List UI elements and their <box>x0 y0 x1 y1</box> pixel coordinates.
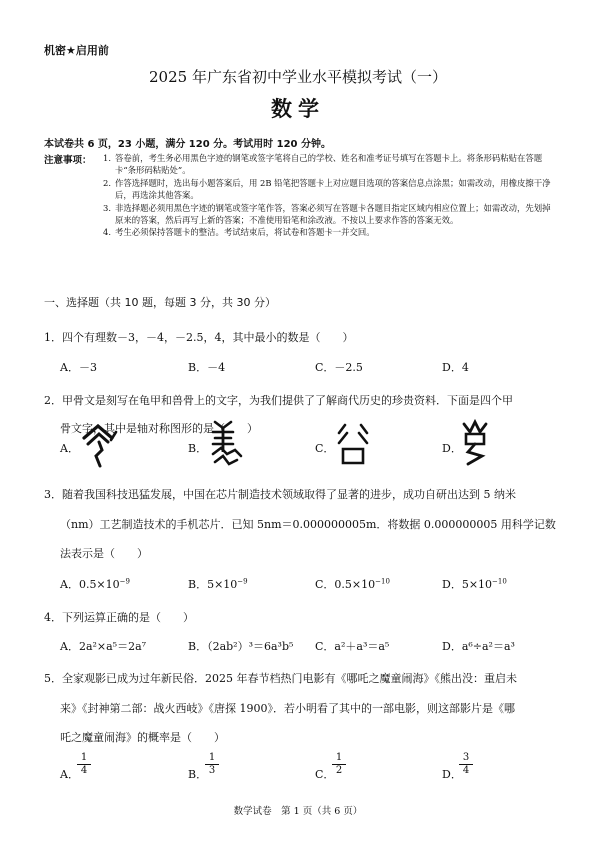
numerator: 1 <box>332 752 346 765</box>
q5-option-a-fraction <box>77 752 91 777</box>
page-footer: 数学试卷 第 1 页（共 6 页） <box>233 806 363 817</box>
numerator: 1 <box>205 752 219 765</box>
q3-option-d-base: D．5×10 <box>442 578 493 591</box>
q3-option-c-exponent: −10 <box>375 577 390 586</box>
notice-number: 1. <box>103 153 111 163</box>
question-2-line-2: 骨文字，其中是轴对称图形的是（ ） <box>60 422 258 435</box>
q1-option-b: B．－4 <box>188 361 226 374</box>
q3-option-b-exponent: −9 <box>237 577 248 586</box>
q5-option-b-fraction <box>205 752 219 777</box>
notice-number: 4. <box>103 227 111 238</box>
q3-option-b <box>188 576 248 592</box>
q3-option-a-exponent: −9 <box>119 577 130 586</box>
subject-title: 数学 <box>271 97 325 121</box>
q1-option-c: C．－2.5 <box>315 361 363 374</box>
oracle-glyph-b-icon <box>205 418 245 470</box>
question-5-line-2: 来》《封神第二部：战火西岐》《唐探 1900》．若小明看了其中的一部电影，则这部影片是《哪 <box>60 702 515 715</box>
question-1-stem: 1．四个有理数－3，－4，－2.5，4，其中最小的数是（ ） <box>44 331 354 344</box>
oracle-glyph-c-icon <box>333 421 373 467</box>
q2-option-b: B． <box>188 442 208 455</box>
denominator: 4 <box>462 765 470 776</box>
q2-option-a: A． <box>60 442 79 455</box>
q3-option-a-base: A．0.5×10 <box>60 578 120 591</box>
question-4-stem: 4．下列运算正确的是（ ） <box>44 611 194 624</box>
notice-item <box>103 202 553 227</box>
section-heading: 一、选择题（共 10 题，每题 3 分，共 30 分） <box>44 296 276 309</box>
oracle-glyph-a-icon <box>78 420 122 470</box>
notice-item <box>103 177 553 202</box>
question-5-line-3: 吒之魔童闹海》的概率是（ ） <box>60 731 225 744</box>
q5-option-c: C． <box>315 768 335 781</box>
question-3-line-3: 法表示是（ ） <box>60 547 148 560</box>
notice-item <box>103 152 553 177</box>
notice-text: 答卷前，考生务必用黑色字迹的钢笔或签字笔将自己的学校、姓名和准考证号填写在答题卡上。将条形码粘贴在答题卡“条形码粘贴处”。 <box>115 153 543 176</box>
q2-option-d: D． <box>442 442 462 455</box>
q2-option-c: C． <box>315 442 335 455</box>
q3-option-c <box>315 576 390 592</box>
notice-list <box>103 152 553 239</box>
numerator: 1 <box>77 752 91 765</box>
q3-option-d <box>442 576 507 592</box>
notice-item <box>103 226 553 238</box>
notice-text: 考生必须保持答题卡的整洁。考试结束后，将试卷和答题卡一并交回。 <box>115 227 375 238</box>
numerator: 3 <box>459 752 473 765</box>
q1-option-d: D．4 <box>442 361 469 374</box>
oracle-glyph-d-icon <box>458 418 492 470</box>
q5-option-d-fraction <box>459 752 473 777</box>
exam-title: 2025 年广东省初中学业水平模拟考试（一） <box>149 68 447 86</box>
q3-option-b-base: B．5×10 <box>188 578 238 591</box>
notice-text: 作答选择题时，选出每小题答案后，用 2B 铅笔把答题卡上对应题目选项的答案信息点涂黑；如需改动，用橡皮擦干净后，再选涂其他答案。 <box>115 177 551 201</box>
q5-option-b: B． <box>188 768 208 781</box>
q3-option-c-base: C．0.5×10 <box>315 578 376 591</box>
q5-option-c-fraction <box>332 752 346 777</box>
notice-number: 3. <box>103 202 111 213</box>
question-3-line-1: 3．随着我国科技迅猛发展，中国在芯片制造技术领域取得了显著的进步，成功自研出达到 5 纳米 <box>44 488 516 501</box>
notice-label: 注意事项： <box>44 155 92 166</box>
denominator: 4 <box>80 765 88 776</box>
notice-text: 非选择题必须用黑色字迹的钢笔或签字笔作答，答案必须写在答题卡各题目指定区域内相应位置上；如需改动，先划掉原来的答案，然后再写上新的答案；不准使用铅笔和涂改液。不按以上要求作答的答案无效。 <box>115 202 551 226</box>
confidential-mark: 机密★启用前 <box>44 44 109 57</box>
denominator: 3 <box>208 765 216 776</box>
question-5-line-1: 5．全家观影已成为过年新民俗．2025 年春节档热门电影有《哪吒之魔童闹海》《熊出没：重启未 <box>44 672 517 685</box>
denominator: 2 <box>335 765 343 776</box>
q4-option-b: B．（2ab²）³＝6a³b⁵ <box>188 640 294 653</box>
q3-option-a <box>60 576 130 592</box>
q5-option-a: A． <box>60 768 79 781</box>
q4-option-d: D．a⁶÷a²＝a³ <box>442 640 515 653</box>
q4-option-a: A．2a²×a⁵＝2a⁷ <box>60 640 147 653</box>
q4-option-c: C．a²＋a³＝a⁵ <box>315 640 390 653</box>
exam-info: 本试卷共 6 页，23 小题，满分 120 分。考试用时 120 分钟。 <box>44 139 331 150</box>
q5-option-d: D． <box>442 768 462 781</box>
question-3-line-2: （nm）工艺制造技术的手机芯片．已知 5nm＝0.000000005m．将数据 0.000000005 用科学记数 <box>60 518 556 531</box>
notice-number: 2. <box>103 177 111 188</box>
q1-option-a: A．－3 <box>60 361 97 374</box>
q3-option-d-exponent: −10 <box>492 577 507 586</box>
question-2-line-1: 2．甲骨文是刻写在龟甲和兽骨上的文字，为我们提供了了解商代历史的珍贵资料．下面是四个甲 <box>44 394 513 407</box>
